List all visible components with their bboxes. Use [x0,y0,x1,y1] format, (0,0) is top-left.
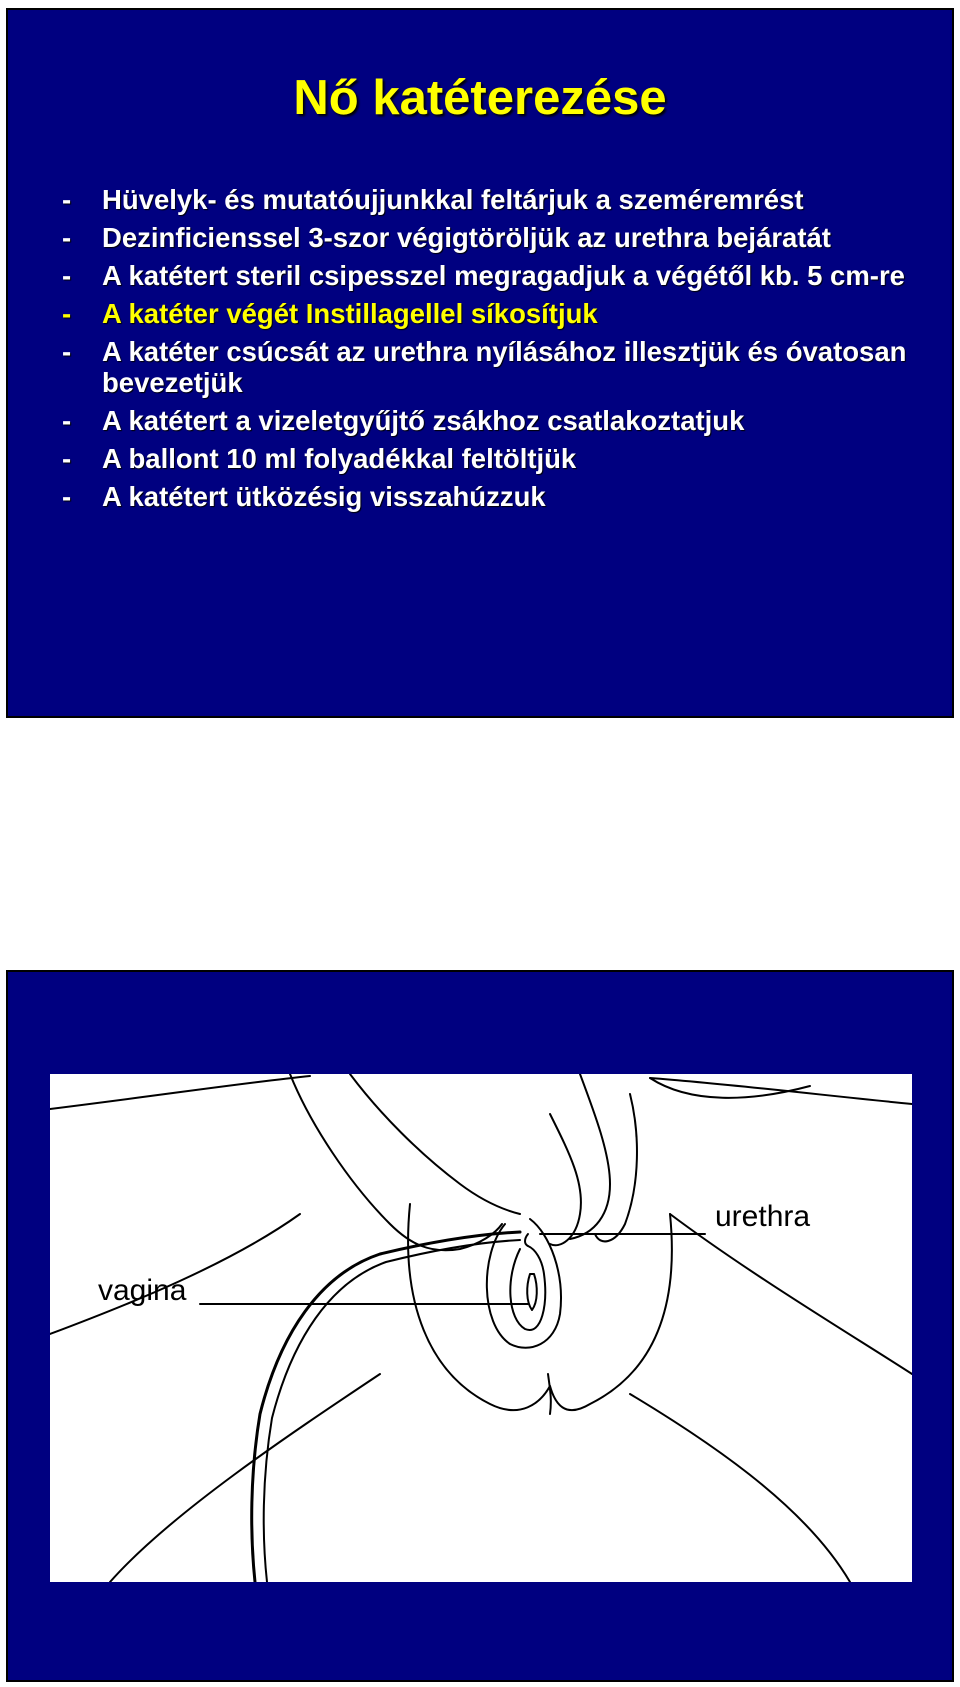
urethral-opening [525,1234,528,1246]
left-finger [350,1074,520,1214]
bullet-item [62,405,942,436]
bullet-item [62,336,942,398]
anal-cleft [548,1374,551,1414]
bullet-dash: - [62,298,72,329]
bullet-item [62,443,942,474]
left-hand [290,1074,502,1250]
label-vagina: vagina [98,1274,187,1307]
bullet-item [62,184,942,215]
bullet-text: Dezinficienssel 3-szor végigtöröljük az urethra bejáratát [102,222,831,253]
bullet-dash: - [62,222,72,253]
left-leg-outer [110,1374,380,1582]
slide-instructions [6,8,954,718]
bullet-text: Hüvelyk- és mutatóujjunkkal feltárjuk a szeméremrést [102,184,804,215]
bullet-dash: - [62,481,72,512]
label-urethra: urethra [715,1200,811,1233]
bullet-dash: - [62,443,72,474]
catheter-tube-inner [264,1240,520,1582]
bullet-text: A katétert a vizeletgyűjtő zsákhoz csatlakoztatjuk [102,405,745,436]
bullet-list [62,184,942,519]
right-finger-1 [550,1114,581,1245]
catheterization-drawing [50,1074,912,1582]
bullet-dash: - [62,336,72,367]
right-leg-outer [630,1394,850,1582]
bullet-dash: - [62,405,72,436]
right-hand [570,1074,610,1239]
bullet-item [62,222,942,253]
bullet-text: A katéter végét Instillagellel síkosítjuk [102,298,598,329]
anatomy-illustration [50,1074,912,1582]
bullet-dash: - [62,260,72,291]
bullet-text: A katétert steril csipesszel megragadjuk a végétől kb. 5 cm-re [102,260,905,291]
slide-title: Nő katéterezése [293,71,667,125]
bullet-item [62,481,942,512]
catheter-tube [252,1232,520,1582]
abdomen-line-left [50,1076,310,1109]
bullet-item [62,260,942,291]
bullet-text: A katétert ütközésig visszahúzzuk [102,481,546,512]
bullet-text: A katéter csúcsát az urethra nyílásához illesztjük és óvatosan bevezetjük [102,336,907,398]
bullet-text: A ballont 10 ml folyadékkal feltöltjük [102,443,577,474]
bullet-item [62,298,942,329]
hip-fold-right [650,1078,810,1098]
slide-illustration [6,970,954,1682]
right-thigh [670,1214,912,1374]
buttock-right [550,1214,672,1410]
abdomen-line-right [650,1078,912,1104]
bullet-dash: - [62,184,72,215]
